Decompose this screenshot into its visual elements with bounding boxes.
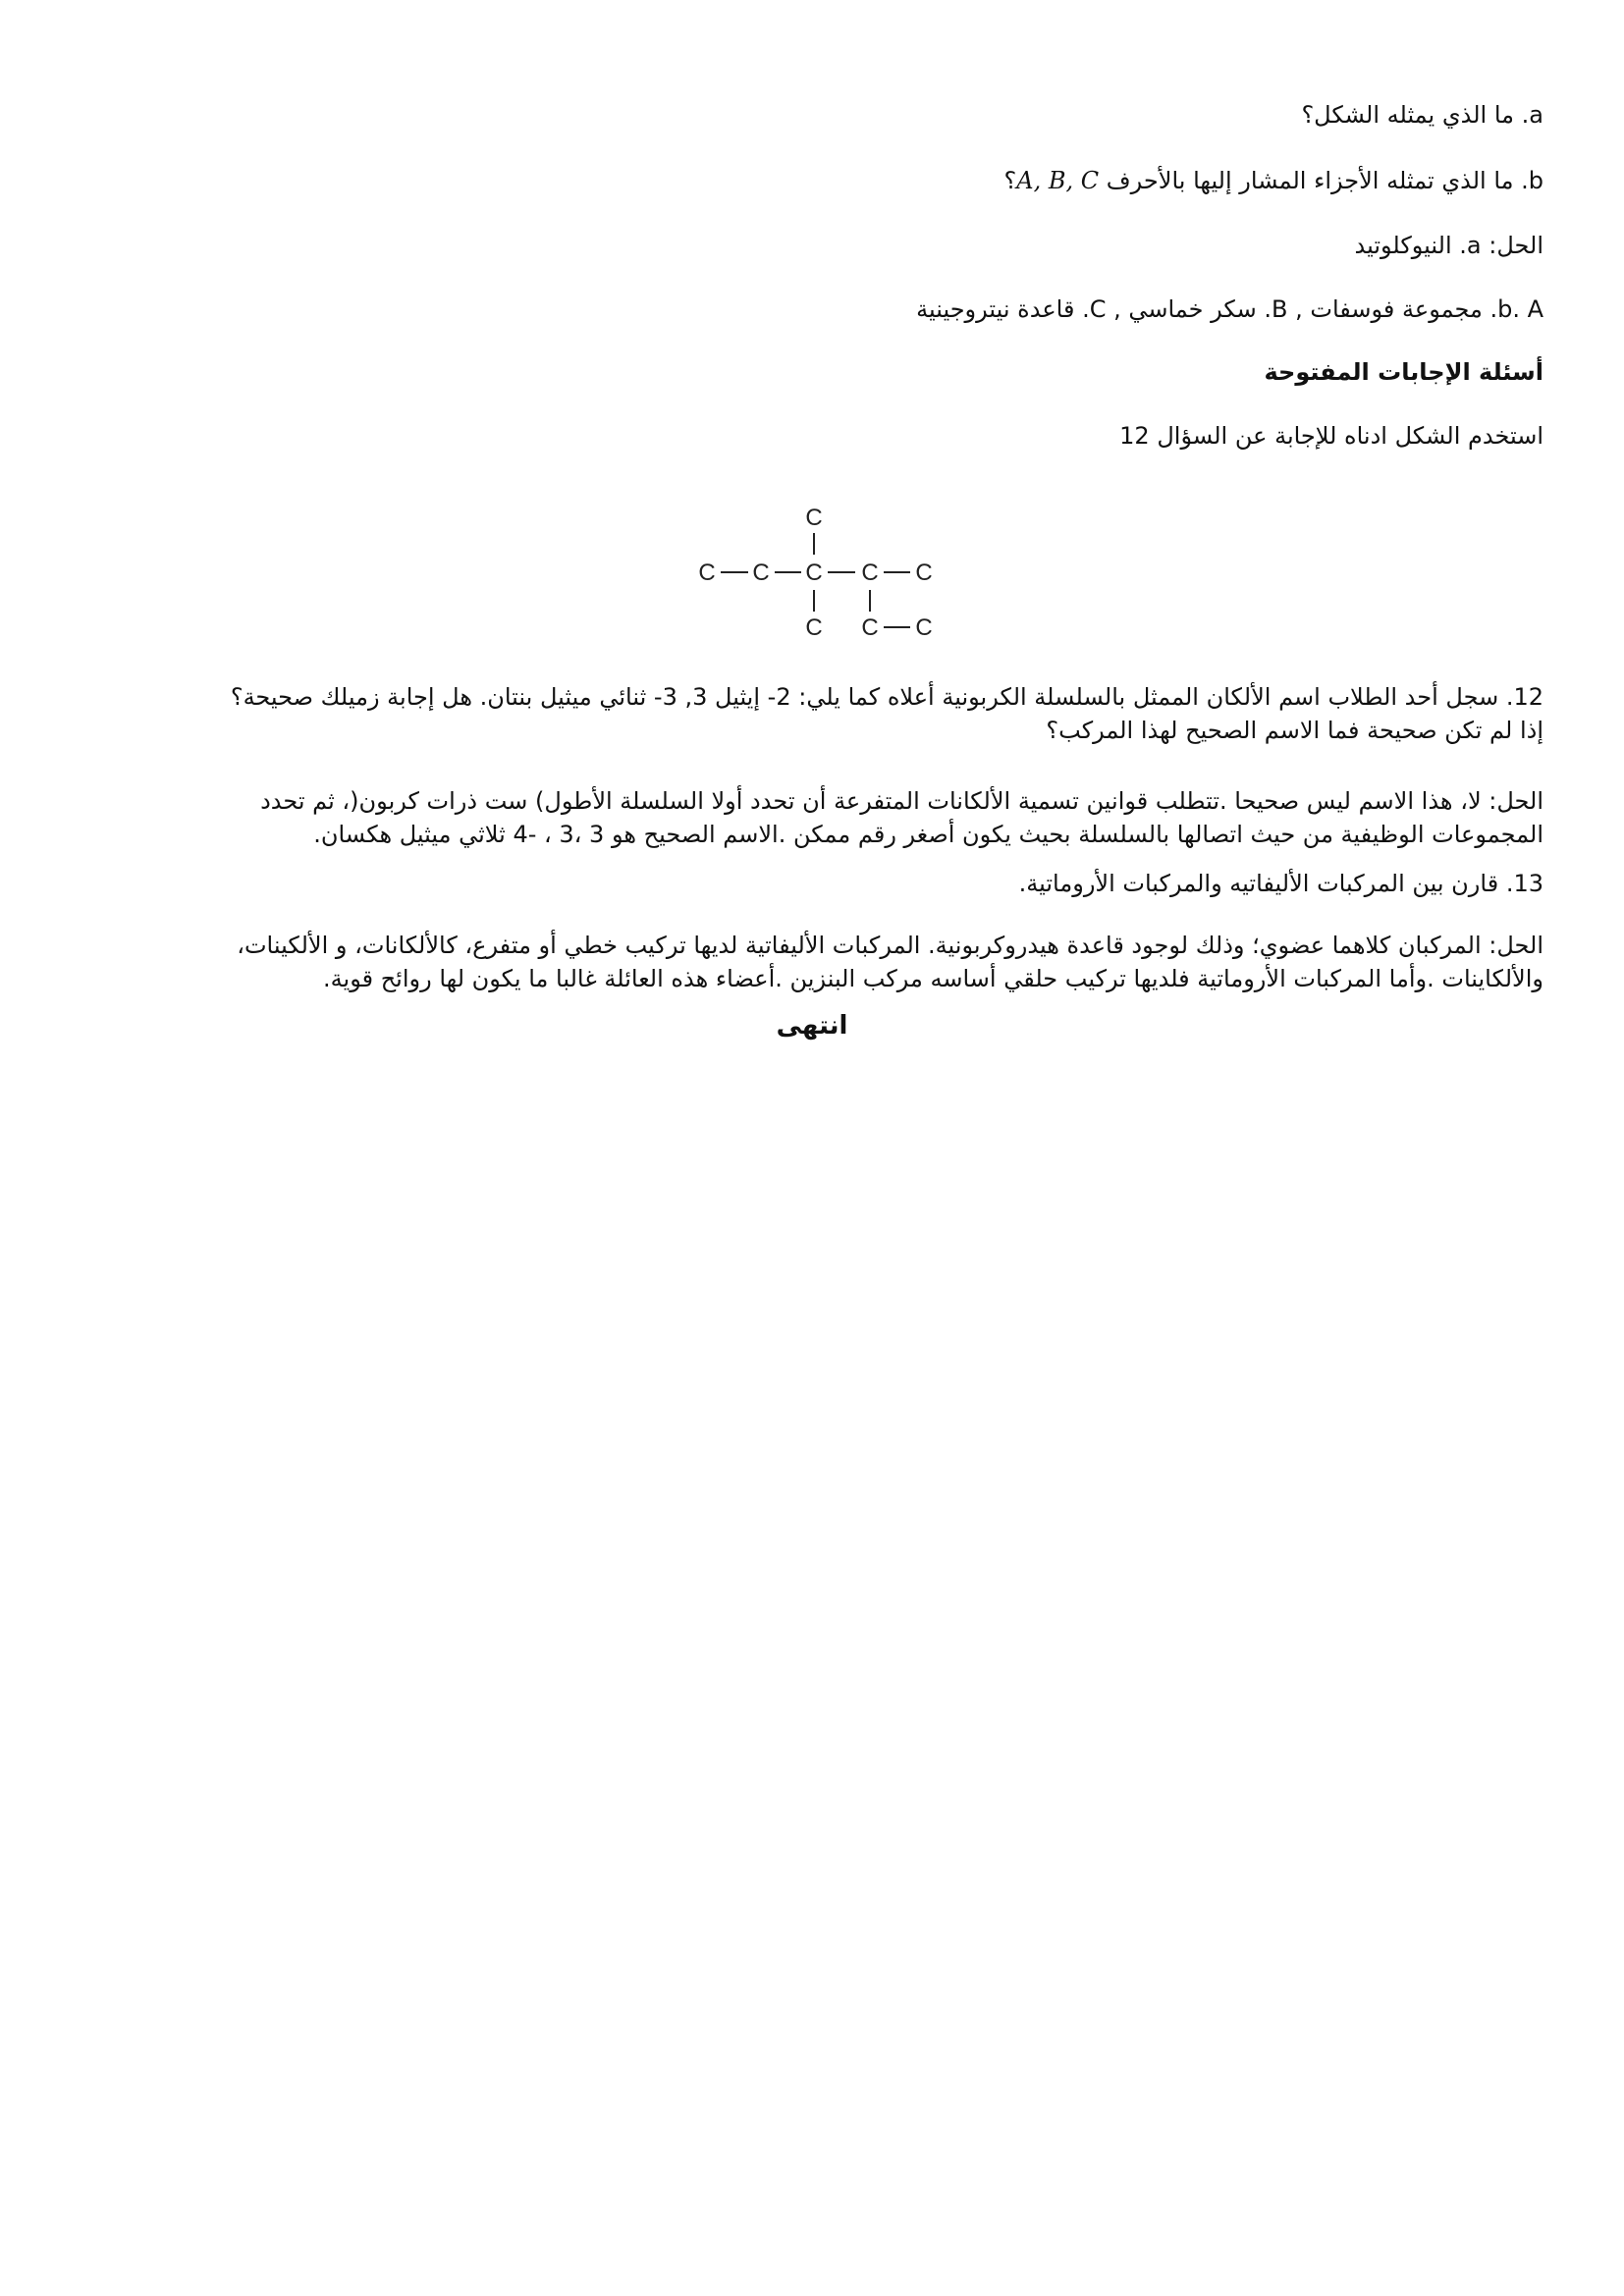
section-heading: أسئلة الإجابات المفتوحة bbox=[1264, 358, 1543, 386]
solution-b: b. A. مجموعة فوسفات , B. سكر خماسي , C. قاعدة نيتروجينية bbox=[916, 295, 1543, 323]
question-a: a. ما الذي يمثله الشكل؟ bbox=[1301, 101, 1543, 129]
solution-12 bbox=[187, 784, 1543, 851]
solution-12-line2: المجموعات الوظيفية من حيث اتصالها بالسلسلة بحيث يكون أصغر رقم ممكن .الاسم الصحيح هو 3 ،3 ، -4 ثلاثي ميثيل هكسان. bbox=[313, 821, 1543, 848]
carbon-chain-1: C bbox=[698, 560, 716, 586]
question-12-line2: إذا لم تكن صحيحة فما الاسم الصحيح لهذا المركب؟ bbox=[1046, 717, 1543, 744]
carbon-bottom-right-1: C bbox=[861, 614, 879, 641]
solution-13 bbox=[98, 929, 1543, 995]
solution-13-line1: الحل: المركبان كلاهما عضوي؛ وذلك لوجود قاعدة هيدروكربونية. المركبات الأليفاتية لديها تركيب خطي أو متفرع، كالألكانات، و الألكينات، bbox=[237, 932, 1543, 959]
question-12 bbox=[98, 680, 1543, 747]
solution-a: الحل: a. النيوكلوتيد bbox=[1354, 232, 1543, 259]
solution-13-line2: والألكاينات .وأما المركبات الأروماتية فلديها تركيب حلقي أساسه مركب البنزين .أعضاء هذه العائلة غالبا ما يكون لها روائح قوية. bbox=[323, 965, 1543, 992]
question-13: 13. قارن بين المركبات الأليفاتيه والمركبات الأروماتية. bbox=[1018, 870, 1543, 897]
carbon-chain-3: C bbox=[805, 560, 823, 586]
question-b bbox=[98, 164, 1543, 197]
carbon-top: C bbox=[805, 505, 823, 531]
question-b-mark: ؟ bbox=[1003, 167, 1017, 194]
carbon-bottom-right-2: C bbox=[915, 614, 933, 641]
question-b-text: b. ما الذي تمثله الأجزاء المشار إليها بالأحرف bbox=[1106, 167, 1543, 194]
end-marker: انتهى bbox=[776, 1011, 848, 1041]
question-b-letters: A, B, C bbox=[1016, 167, 1100, 194]
question-12-line1: 12. سجل أحد الطلاب اسم الألكان الممثل بالسلسلة الكربونية أعلاه كما يلي: 2- إيثيل 3, 3- ثنائي ميثيل بنتان. هل إجابة زميلك صحيحة؟ bbox=[230, 683, 1543, 711]
carbon-chain-5: C bbox=[915, 560, 933, 586]
carbon-chain-diagram bbox=[0, 496, 1624, 653]
carbon-bottom-left: C bbox=[805, 614, 823, 641]
carbon-chain-2: C bbox=[752, 560, 770, 586]
instruction: استخدم الشكل ادناه للإجابة عن السؤال 12 bbox=[1119, 422, 1543, 450]
solution-12-line1: الحل: لا، هذا الاسم ليس صحيحا .تتطلب قوانين تسمية الألكانات المتفرعة أن تحدد أولا السلسلة الأطول) ست ذرات كربون(، ثم تحدد bbox=[260, 787, 1543, 815]
carbon-chain-4: C bbox=[861, 560, 879, 586]
